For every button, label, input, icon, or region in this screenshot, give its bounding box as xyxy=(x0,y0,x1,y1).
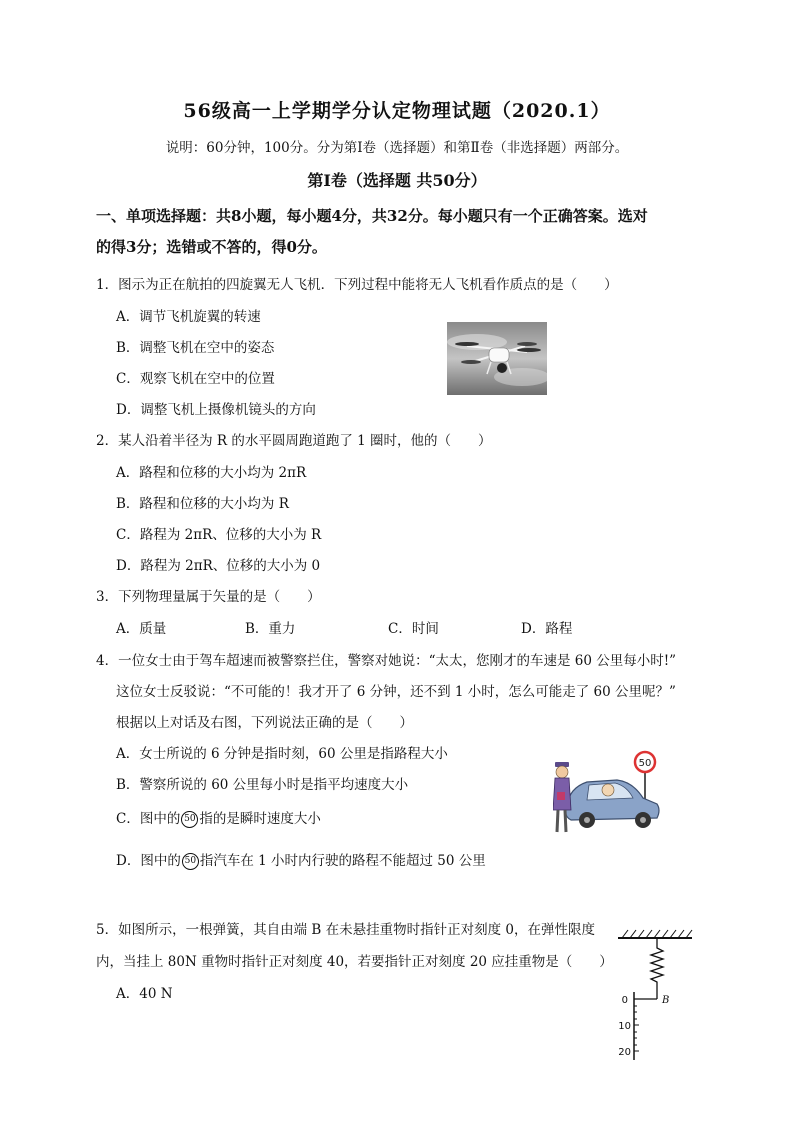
page-title: 56级高一上学期学分认定物理试题（2020.1） xyxy=(183,100,611,122)
q3-stem: 3．下列物理量属于矢量的是（ ） xyxy=(96,589,321,605)
q1-stem: 1．图示为正在航拍的四旋翼无人飞机．下列过程中能将无人飞机看作质点的是（ ） xyxy=(96,277,618,293)
instructions-line-2: 的得3分；选错或不答的，得0分。 xyxy=(96,238,327,256)
q4-option-c xyxy=(116,807,321,828)
q4-line-1: 4．一位女士由于驾车超速而被警察拦住，警察对她说：“太太，您刚才的车速是 60 公里每小时!” xyxy=(96,653,677,669)
scale-tick-20: 20 xyxy=(618,1047,631,1058)
pointer-label: B xyxy=(662,995,670,1006)
sign-number: 50 xyxy=(638,758,652,769)
q2-option-c: C．路程为 2πR、位移的大小为 R xyxy=(116,527,322,543)
q4-option-c-pre: C．图中的 xyxy=(116,811,181,827)
q4-option-b: B．警察所说的 60 公里每小时是指平均速度大小 xyxy=(116,777,409,793)
q2-option-b: B．路程和位移的大小均为 R xyxy=(116,496,289,512)
q4-option-a: A．女士所说的 6 分钟是指时刻，60 公里是指路程大小 xyxy=(116,746,448,762)
q3-option-c: C．时间 xyxy=(388,621,439,637)
police-car-illustration xyxy=(553,748,665,836)
exam-note: 说明：60分钟，100分。分为第Ⅰ卷（选择题）和第Ⅱ卷（非选择题）两部分。 xyxy=(165,140,629,156)
q1-option-d: D．调整飞机上摄像机镜头的方向 xyxy=(116,402,316,418)
q1-option-a: A．调节飞机旋翼的转速 xyxy=(116,309,261,325)
q4-option-d xyxy=(116,849,486,870)
q4-option-d-post: 指汽车在 1 小时内行驶的路程不能超过 50 公里 xyxy=(199,853,486,869)
q4-option-d-pre: D．图中的 xyxy=(116,853,181,869)
section-heading: 第Ⅰ卷（选择题 共50分） xyxy=(307,171,487,190)
q2-stem: 2．某人沿着半径为 R 的水平圆周跑道跑了 1 圈时，他的（ ） xyxy=(96,433,492,449)
q4-line-2: 这位女士反驳说：“不可能的！我才开了 6 分钟，还不到 1 小时，怎么可能走了 60 公里呢？” xyxy=(116,684,676,700)
q3-option-d: D．路程 xyxy=(521,621,573,637)
speed-limit-sign-icon: 50 xyxy=(182,853,199,870)
drone-photo xyxy=(447,322,547,395)
q4-option-c-post: 指的是瞬时速度大小 xyxy=(199,811,321,827)
q3-option-a: A．质量 xyxy=(116,621,167,637)
q2-option-a: A．路程和位移的大小均为 2πR xyxy=(116,465,307,481)
scale-tick-0: 0 xyxy=(621,995,628,1006)
instructions-line-1: 一、单项选择题：共8小题，每小题4分，共32分。每小题只有一个正确答案。选对 xyxy=(96,207,648,225)
q2-option-d: D．路程为 2πR、位移的大小为 0 xyxy=(116,558,321,574)
q1-option-b: B．调整飞机在空中的姿态 xyxy=(116,340,275,356)
q1-option-c: C．观察飞机在空中的位置 xyxy=(116,371,275,387)
q4-line-3: 根据以上对话及右图，下列说法正确的是（ ） xyxy=(116,715,413,731)
q5-line-2: 内，当挂上 80N 重物时指针正对刻度 40，若要指针正对刻度 20 应挂重物是（ ） xyxy=(96,954,613,970)
spring-diagram xyxy=(600,926,700,1062)
q5-line-1: 5．如图所示，一根弹簧，其自由端 B 在未悬挂重物时指针正对刻度 0，在弹性限度 xyxy=(96,922,595,938)
scale-tick-10: 10 xyxy=(618,1021,631,1032)
q5-option-a: A．40 N xyxy=(116,986,173,1002)
speed-limit-sign-icon: 50 xyxy=(181,811,198,828)
q3-option-b: B．重力 xyxy=(245,621,296,637)
